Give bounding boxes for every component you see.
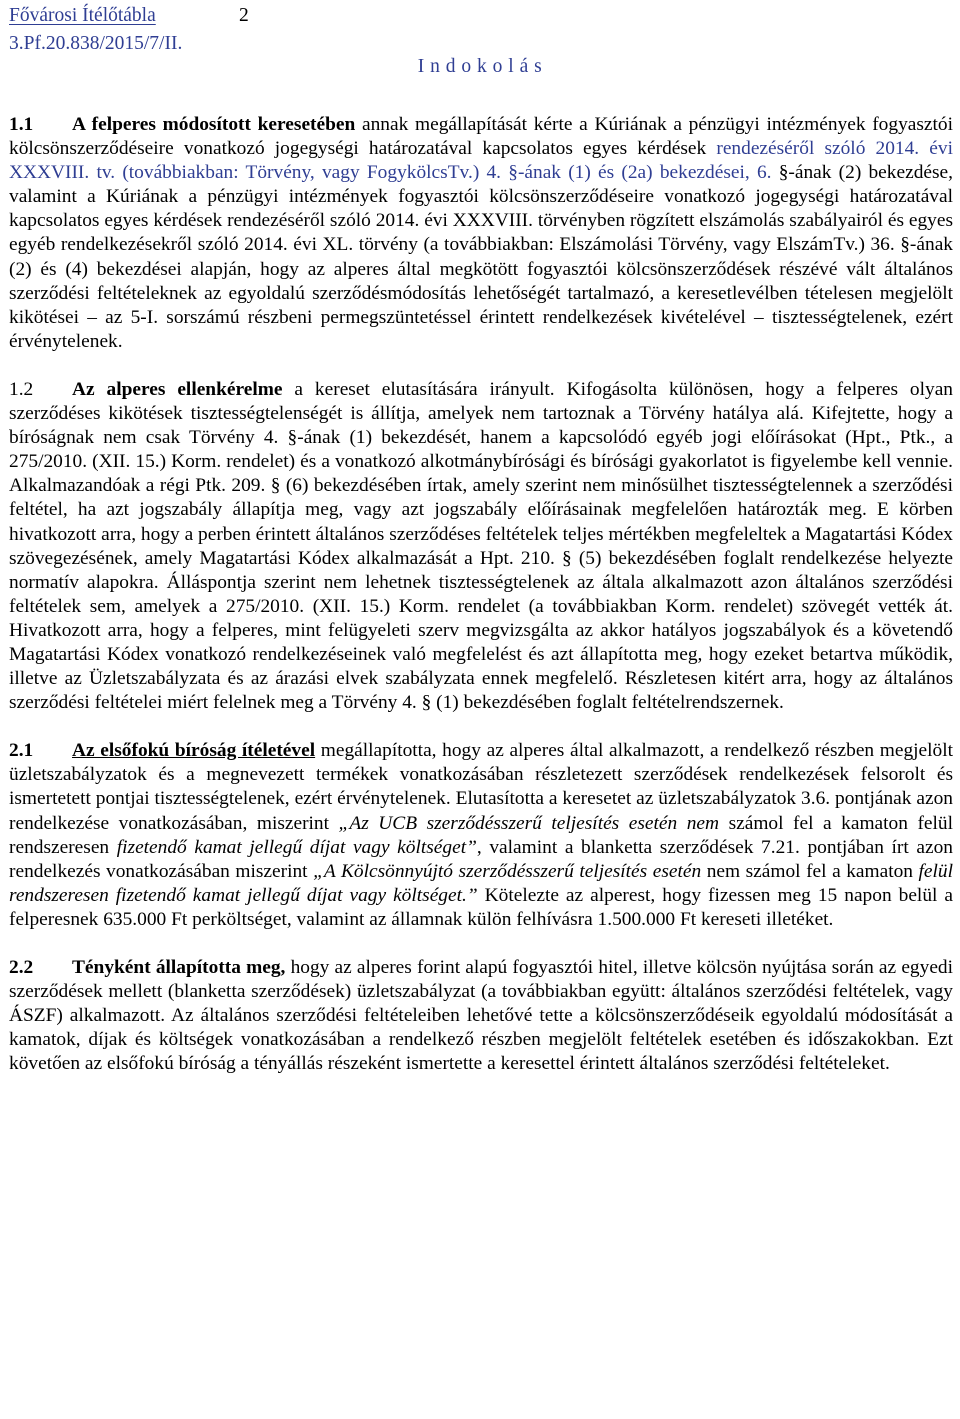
paragraph-text: Kötelezte az alperest, hogy fizessen meg 15 napon belül a felperesnek 635.000 Ft perköltséget, valamint az államnak külön felhívásra 1.500.000 Ft kereseti illetéket. <box>9 884 954 930</box>
page-header <box>9 2 249 58</box>
quote-close: ” <box>466 836 477 858</box>
quote-text: felül rendszeresen fizetendő kamat jellegű díjat vagy költséget. <box>9 860 954 906</box>
paragraph-lead: Az elsőfokú bíróság ítéletével <box>72 740 316 762</box>
paragraph-2-2 <box>9 956 953 1076</box>
quote-text-plain: számol fel a kamaton felül rendszeresen <box>9 812 953 858</box>
paragraph-text: §-ának (2) bekezdése, valamint a Kúriának a pénzügyi intézmények fogyasztói kölcsönszerződéseire vonatkozó jogegységi határozatával kapcsolatos egyes kérdések rendezéséről szóló 2014. évi XXXVIII. törvényben rögzített elszámolás szabályairól és egyes egyéb rendelkezésekről szóló 2014. évi XL. törvény (a továbbiakban: Elszámolási Törvény, vagy ElszámTv.) 36. §-ának (2) és (4) bekezdései alapján, hogy az alperes által megkötött fogyasztói kölcsönszerződések részévé vált általános szerződési feltételeknek az egyoldalú szerződésmódosítás lehetőségét tartalmazó, a keresetlevélben tételesen megjelölt kikötései – az 5-I. sorszámú részbeni permegszüntetéssel érintett rendelkezések kivételével – tisztességtelenek, ezért érvénytelenek. <box>9 162 953 352</box>
paragraph-number: 2.1 <box>9 740 34 762</box>
quote-open: „ <box>313 860 324 882</box>
paragraph-text: hogy az alperes forint alapú fogyasztói hitel, illetve kölcsön nyújtása során az egyedi szerződések mellett (blanketta szerződések) üzletszabályzat (a továbbiakban együtt: általános szerződési feltételek, vagy ÁSZF) alkalmazott. Az általános szerződési feltételeiben lehetővé tette a kölcsönszerződéseik egyoldalú módosítását a kamatok, díjak és költségek vonatkozásában a rendelkező részben megjelölt feltételek esetében és időszakokban. Ezt követően az elsőfokú bíróság a tényállás részeként ismertette a keresettel érintett általános szerződési feltételeket. <box>9 957 954 1075</box>
paragraph-lead: Az alperes ellenkérelme <box>72 378 283 400</box>
page-number: 2 <box>239 5 249 26</box>
paragraph-lead: A felperes módosított keresetében <box>72 114 356 135</box>
quote-text-plain: nem számol fel a kamaton <box>701 860 919 882</box>
paragraph-number: 1.2 <box>9 378 34 400</box>
paragraph-lead: Tényként állapította meg, <box>72 957 286 978</box>
quote-close: ” <box>466 884 478 906</box>
section-title: I n d o k o l á s <box>417 56 543 77</box>
case-number: 3.Pf.20.838/2015/7/II. <box>9 33 183 54</box>
court-name: Fővárosi Ítélőtábla <box>9 5 156 26</box>
quote-text: fizetendő kamat jellegű díjat vagy költséget <box>109 836 467 858</box>
paragraph-1-2 <box>9 378 953 715</box>
quote-open: „ <box>338 812 350 834</box>
paragraph-text: annak megállapítását kérte a Kúriának a pénzügyi intézmények fogyasztói kölcsönszerződéseire vonatkozó jogegységi határozatával kapcsolatos egyes kérdések <box>9 114 953 160</box>
paragraph-2-1 <box>9 739 953 932</box>
paragraph-1-1 <box>9 113 953 354</box>
paragraph-text: , valamint a blanketta szerződések 7.21. pontjában írt azon rendelkezés vonatkozásában miszerint <box>9 836 953 882</box>
paragraph-number: 2.2 <box>9 957 34 978</box>
paragraph-text-highlight: rendezéséről szóló 2014. évi XXXVIII. tv. (továbbiakban: Törvény, vagy FogykölcsTv.) 4. §-ának (1) és (2a) bekezdései, 6. <box>9 138 953 184</box>
document-body <box>9 113 953 1076</box>
quote-text: A Kölcsönnyújtó szerződésszerű teljesítés esetén <box>323 860 702 882</box>
paragraph-number: 1.1 <box>9 114 34 135</box>
paragraph-text: a kereset elutasítására irányult. Kifogásolta különösen, hogy a felperes olyan szerződéses kikötések tisztességtelenségét is állítja, amelyek nem tartoznak a Törvény hatálya alá. Kifejtette, hogy a bíróságnak nem csak Törvény 4. §-ának (1) bekezdését, hanem a kapcsolódó egyéb jogi előírásokat (Hpt., Ptk., a 275/2010. (XII. 15.) Korm. rendelet) és a vonatkozó alkotmánybírósági és bírósági gyakorlatot is figyelembe kell vennie. Alkalmazandóak a régi Ptk. 209. § (6) bekezdésében írtak, amely szerint nem minősülhet tisztességtelennek a szerződési feltétel, ha azt jogszabály állapítja meg, vagy azt jogszabály előírásainak megfelelően határozták meg. E körben hivatkozott arra, hogy a perben érintett általános szerződéses feltételek teljes mértékben megfeleltek a Magatartási Kódex szövegezésének, amely Magatartási Kódex alkalmazását a Hpt. 210. § (5) bekezdésében foglalt rendelkezése helyezte normatív alapokra. Álláspontja szerint nem lehetnek tisztességtelenek az általa alkalmazott azon általános szerződési feltételek sem, amelyek a 275/2010. (XII. 15.) Korm. rendelet (a továbbiakban Korm. rendelet) szövegét vették át. Hivatkozott arra, hogy a felperes, mint felügyeleti szerv megvizsgálta az akkor hatályos jogszabályok és a követendő Magatartási Kódex vonatkozó rendelkezéseinek való megfelelést és azt állapította meg, hogy ezeket betartva működik, illetve az Üzletszabályzata és az árazási elvek szabályzata ennek megfelelő. Részletesen kitért arra, hogy az általános szerződési feltételei miért felelnek meg a Törvény 4. § (1) bekezdésében foglalt feltételrendszernek. <box>9 378 953 714</box>
paragraph-text: megállapította, hogy az alperes által alkalmazott, a rendelkező részben megjelölt üzletszabályzatok és a megnevezett termékek vonatkozásában részletezett szerződések rendelkezések felsorolt és ismertetett pontjai tisztességtelenek, ezért érvénytelenek. Elutasította a keresetet az üzletszabályzatok 3.6. pontjának azon rendelkezése vonatkozásában, miszerint <box>9 740 953 834</box>
quote-text: Az UCB szerződésszerű teljesítés esetén nem <box>349 812 729 834</box>
